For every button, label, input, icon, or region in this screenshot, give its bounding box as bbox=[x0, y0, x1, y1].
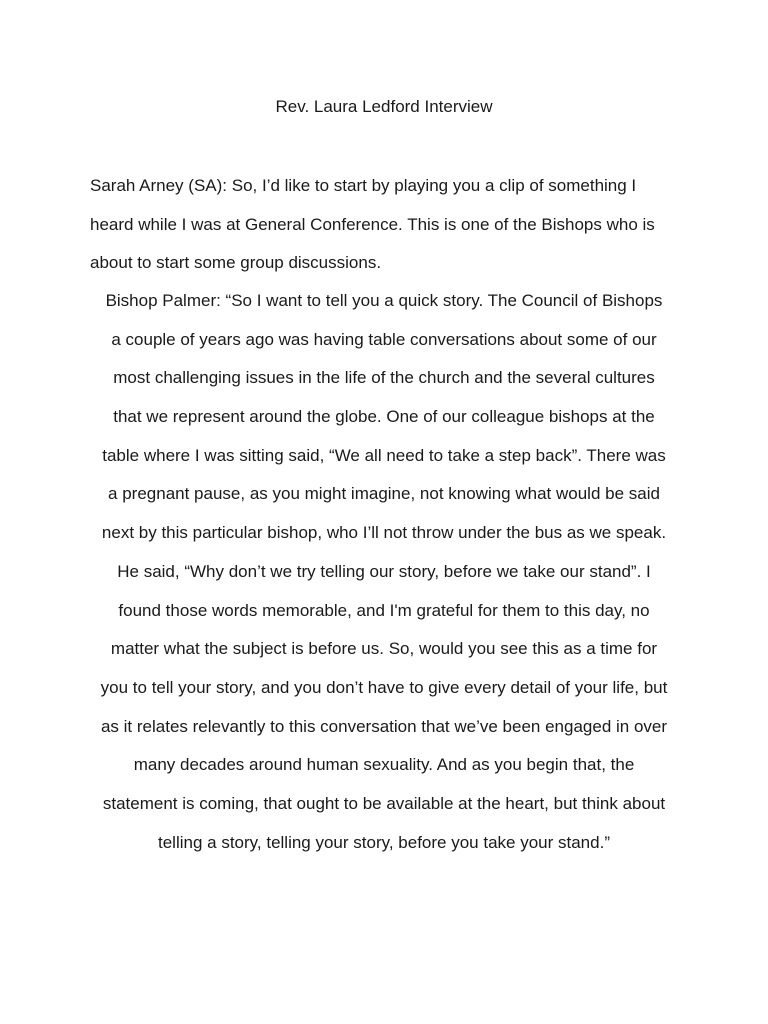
text-line: you to tell your story, and you don’t have to give every detail of your life, but bbox=[100, 677, 668, 697]
text-line: statement is coming, that ought to be available at the heart, but think about bbox=[102, 793, 666, 813]
text-line: table where I was sitting said, “We all need to take a step back”. There was bbox=[102, 445, 666, 465]
document-title: Rev. Laura Ledford Interview bbox=[275, 97, 493, 116]
text-line: next by this particular bishop, who I’ll not throw under the bus as we speak. bbox=[101, 523, 667, 543]
text-line: about to start some group discussions. bbox=[90, 253, 382, 273]
text-line: telling a story, telling your story, before you take your stand.” bbox=[158, 832, 610, 852]
paragraph-sarah-arney bbox=[90, 175, 690, 291]
text-line: a pregnant pause, as you might imagine, not knowing what would be said bbox=[108, 484, 660, 504]
text-line: most challenging issues in the life of the church and the several cultures bbox=[113, 368, 655, 388]
text-line: found those words memorable, and I'm grateful for them to this day, no bbox=[118, 600, 650, 620]
text-line: as it relates relevantly to this conversation that we’ve been engaged in over bbox=[100, 716, 668, 736]
text-line: heard while I was at General Conference. This is one of the Bishops who is bbox=[90, 214, 655, 234]
text-line: Bishop Palmer: “So I want to tell you a quick story. The Council of Bishops bbox=[105, 291, 663, 310]
text-line: a couple of years ago was having table conversations about some of our bbox=[111, 329, 657, 349]
text-line: Sarah Arney (SA): So, I’d like to start by playing you a clip of something I bbox=[90, 176, 637, 195]
text-line: He said, “Why don’t we try telling our story, before we take our stand”. I bbox=[117, 561, 651, 581]
text-line: many decades around human sexuality. And as you begin that, the bbox=[133, 755, 635, 775]
text-line: matter what the subject is before us. So, would you see this as a time for bbox=[110, 639, 658, 659]
text-line: that we represent around the globe. One of our colleague bishops at the bbox=[113, 407, 655, 427]
paragraph-bishop-palmer bbox=[60, 290, 708, 870]
